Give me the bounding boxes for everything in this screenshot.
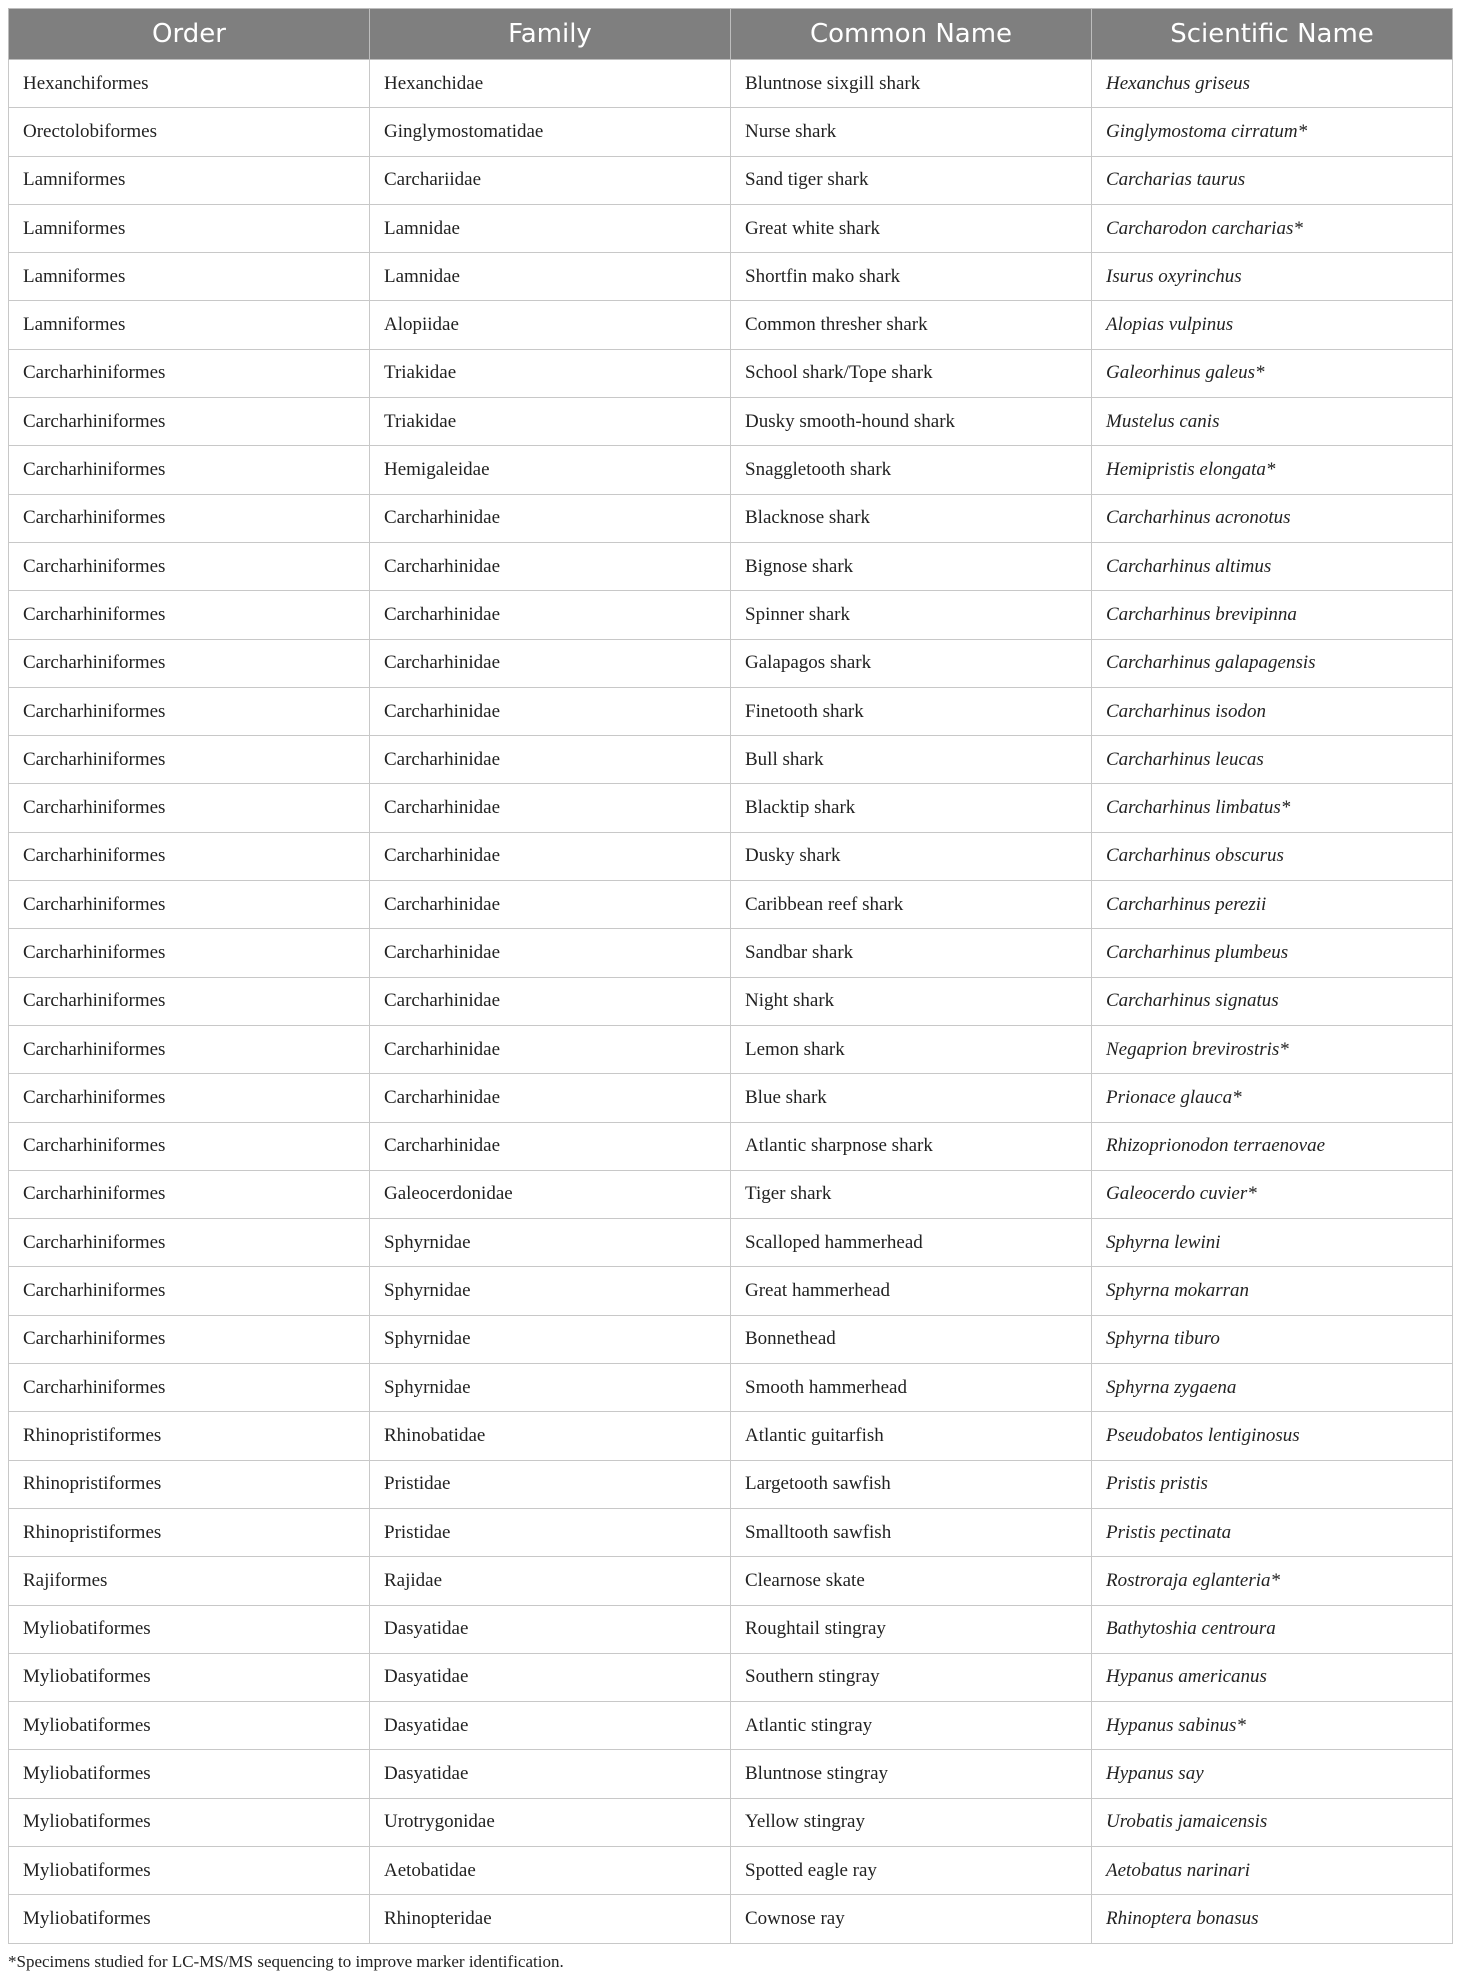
family-cell: Carcharhinidae [370,1122,731,1170]
scientific-name-cell: Rhinoptera bonasus [1092,1895,1453,1943]
order-cell: Rhinopristiformes [9,1412,370,1460]
common-name-cell: Spinner shark [731,591,1092,639]
common-name-cell: Smalltooth sawfish [731,1508,1092,1556]
scientific-name-cell: Hemipristis elongata* [1092,446,1453,494]
common-name-cell: Yellow stingray [731,1798,1092,1846]
family-cell: Carcharhinidae [370,977,731,1025]
scientific-name-cell: Rostroraja eglanteria* [1092,1557,1453,1605]
common-name-cell: Bull shark [731,736,1092,784]
order-cell: Carcharhiniformes [9,1219,370,1267]
table-row [9,156,1453,204]
header-scientific-name: Scientific Name [1092,9,1453,60]
family-cell: Carcharhinidae [370,881,731,929]
family-cell: Ginglymostomatidae [370,108,731,156]
family-cell: Rhinopteridae [370,1895,731,1943]
order-cell: Myliobatiformes [9,1895,370,1943]
common-name-cell: Galapagos shark [731,639,1092,687]
common-name-cell: Dusky smooth-hound shark [731,398,1092,446]
family-cell: Urotrygonidae [370,1798,731,1846]
table-row [9,687,1453,735]
common-name-cell: Great hammerhead [731,1267,1092,1315]
order-cell: Carcharhiniformes [9,736,370,784]
scientific-name-cell: Ginglymostoma cirratum* [1092,108,1453,156]
order-cell: Carcharhiniformes [9,1025,370,1073]
family-cell: Alopiidae [370,301,731,349]
common-name-cell: Sand tiger shark [731,156,1092,204]
scientific-name-cell: Carcharodon carcharias* [1092,204,1453,252]
common-name-cell: Cownose ray [731,1895,1092,1943]
common-name-cell: Bignose shark [731,542,1092,590]
common-name-cell: Atlantic stingray [731,1702,1092,1750]
table-row [9,1315,1453,1363]
common-name-cell: Bluntnose sixgill shark [731,60,1092,108]
order-cell: Carcharhiniformes [9,639,370,687]
common-name-cell: Blacktip shark [731,784,1092,832]
table-row [9,784,1453,832]
scientific-name-cell: Hypanus sabinus* [1092,1702,1453,1750]
family-cell: Rhinobatidae [370,1412,731,1460]
scientific-name-cell: Carcharias taurus [1092,156,1453,204]
header-order: Order [9,9,370,60]
table-row [9,1025,1453,1073]
family-cell: Carcharhinidae [370,494,731,542]
order-cell: Myliobatiformes [9,1653,370,1701]
common-name-cell: Nurse shark [731,108,1092,156]
family-cell: Sphyrnidae [370,1364,731,1412]
table-row [9,446,1453,494]
order-cell: Carcharhiniformes [9,398,370,446]
common-name-cell: Spotted eagle ray [731,1846,1092,1894]
common-name-cell: Night shark [731,977,1092,1025]
scientific-name-cell: Prionace glauca* [1092,1074,1453,1122]
family-cell: Pristidae [370,1508,731,1556]
common-name-cell: Bonnethead [731,1315,1092,1363]
order-cell: Rajiformes [9,1557,370,1605]
family-cell: Triakidae [370,349,731,397]
table-row [9,1412,1453,1460]
family-cell: Carcharhinidae [370,639,731,687]
scientific-name-cell: Isurus oxyrinchus [1092,253,1453,301]
family-cell: Hexanchidae [370,60,731,108]
order-cell: Carcharhiniformes [9,784,370,832]
table-row [9,1605,1453,1653]
table-row [9,736,1453,784]
table-row [9,1460,1453,1508]
common-name-cell: Finetooth shark [731,687,1092,735]
order-cell: Lamniformes [9,156,370,204]
scientific-name-cell: Carcharhinus perezii [1092,881,1453,929]
scientific-name-cell: Carcharhinus isodon [1092,687,1453,735]
table-row [9,1364,1453,1412]
table-row [9,1219,1453,1267]
table-footnote: *Specimens studied for LC-MS/MS sequencing to improve marker identification. [8,1952,564,1971]
scientific-name-cell: Pseudobatos lentiginosus [1092,1412,1453,1460]
scientific-name-cell: Galeocerdo cuvier* [1092,1170,1453,1218]
family-cell: Lamnidae [370,253,731,301]
common-name-cell: Largetooth sawfish [731,1460,1092,1508]
order-cell: Rhinopristiformes [9,1460,370,1508]
common-name-cell: Tiger shark [731,1170,1092,1218]
scientific-name-cell: Carcharhinus altimus [1092,542,1453,590]
common-name-cell: Clearnose skate [731,1557,1092,1605]
family-cell: Carcharhinidae [370,542,731,590]
common-name-cell: Blue shark [731,1074,1092,1122]
family-cell: Carchariidae [370,156,731,204]
common-name-cell: Great white shark [731,204,1092,252]
scientific-name-cell: Hypanus americanus [1092,1653,1453,1701]
family-cell: Galeocerdonidae [370,1170,731,1218]
table-header [9,9,1453,60]
scientific-name-cell: Bathytoshia centroura [1092,1605,1453,1653]
order-cell: Carcharhiniformes [9,977,370,1025]
common-name-cell: School shark/Tope shark [731,349,1092,397]
order-cell: Carcharhiniformes [9,542,370,590]
common-name-cell: Smooth hammerhead [731,1364,1092,1412]
order-cell: Lamniformes [9,253,370,301]
table-row [9,832,1453,880]
family-cell: Carcharhinidae [370,687,731,735]
order-cell: Lamniformes [9,204,370,252]
family-cell: Carcharhinidae [370,736,731,784]
common-name-cell: Dusky shark [731,832,1092,880]
scientific-name-cell: Urobatis jamaicensis [1092,1798,1453,1846]
table-row [9,639,1453,687]
order-cell: Lamniformes [9,301,370,349]
family-cell: Carcharhinidae [370,929,731,977]
order-cell: Myliobatiformes [9,1846,370,1894]
table-row [9,881,1453,929]
scientific-name-cell: Carcharhinus brevipinna [1092,591,1453,639]
scientific-name-cell: Rhizoprionodon terraenovae [1092,1122,1453,1170]
table-row [9,1653,1453,1701]
family-cell: Carcharhinidae [370,1025,731,1073]
table-row [9,204,1453,252]
common-name-cell: Snaggletooth shark [731,446,1092,494]
family-cell: Carcharhinidae [370,591,731,639]
scientific-name-cell: Hypanus say [1092,1750,1453,1798]
common-name-cell: Atlantic guitarfish [731,1412,1092,1460]
scientific-name-cell: Carcharhinus leucas [1092,736,1453,784]
table-row [9,542,1453,590]
order-cell: Carcharhiniformes [9,832,370,880]
family-cell: Rajidae [370,1557,731,1605]
table-row [9,108,1453,156]
header-family: Family [370,9,731,60]
scientific-name-cell: Sphyrna mokarran [1092,1267,1453,1315]
table-body [9,60,1453,1944]
common-name-cell: Scalloped hammerhead [731,1219,1092,1267]
order-cell: Myliobatiformes [9,1605,370,1653]
family-cell: Lamnidae [370,204,731,252]
common-name-cell: Atlantic sharpnose shark [731,1122,1092,1170]
scientific-name-cell: Sphyrna tiburo [1092,1315,1453,1363]
scientific-name-cell: Carcharhinus limbatus* [1092,784,1453,832]
table-row [9,349,1453,397]
header-common-name: Common Name [731,9,1092,60]
table-row [9,253,1453,301]
family-cell: Sphyrnidae [370,1315,731,1363]
common-name-cell: Southern stingray [731,1653,1092,1701]
table-row [9,929,1453,977]
family-cell: Hemigaleidae [370,446,731,494]
table-row [9,494,1453,542]
scientific-name-cell: Carcharhinus acronotus [1092,494,1453,542]
order-cell: Myliobatiformes [9,1750,370,1798]
order-cell: Carcharhiniformes [9,591,370,639]
order-cell: Carcharhiniformes [9,929,370,977]
table-row [9,1170,1453,1218]
order-cell: Carcharhiniformes [9,349,370,397]
order-cell: Carcharhiniformes [9,687,370,735]
common-name-cell: Lemon shark [731,1025,1092,1073]
table-row [9,1074,1453,1122]
order-cell: Rhinopristiformes [9,1508,370,1556]
common-name-cell: Caribbean reef shark [731,881,1092,929]
table-row [9,1267,1453,1315]
scientific-name-cell: Carcharhinus signatus [1092,977,1453,1025]
family-cell: Dasyatidae [370,1702,731,1750]
scientific-name-cell: Sphyrna zygaena [1092,1364,1453,1412]
order-cell: Carcharhiniformes [9,1122,370,1170]
table-row [9,1702,1453,1750]
table-row [9,301,1453,349]
table-row [9,1798,1453,1846]
table-row [9,60,1453,108]
table-row [9,1750,1453,1798]
family-cell: Dasyatidae [370,1750,731,1798]
order-cell: Carcharhiniformes [9,1170,370,1218]
table-row [9,977,1453,1025]
family-cell: Sphyrnidae [370,1219,731,1267]
table-row [9,1846,1453,1894]
table-row [9,1122,1453,1170]
family-cell: Aetobatidae [370,1846,731,1894]
species-table-container [8,8,1452,1944]
order-cell: Carcharhiniformes [9,881,370,929]
table-row [9,398,1453,446]
scientific-name-cell: Aetobatus narinari [1092,1846,1453,1894]
scientific-name-cell: Galeorhinus galeus* [1092,349,1453,397]
order-cell: Myliobatiformes [9,1702,370,1750]
scientific-name-cell: Pristis pectinata [1092,1508,1453,1556]
family-cell: Sphyrnidae [370,1267,731,1315]
family-cell: Triakidae [370,398,731,446]
scientific-name-cell: Carcharhinus plumbeus [1092,929,1453,977]
family-cell: Carcharhinidae [370,784,731,832]
family-cell: Dasyatidae [370,1653,731,1701]
order-cell: Carcharhiniformes [9,446,370,494]
scientific-name-cell: Negaprion brevirostris* [1092,1025,1453,1073]
table-row [9,1508,1453,1556]
scientific-name-cell: Alopias vulpinus [1092,301,1453,349]
scientific-name-cell: Pristis pristis [1092,1460,1453,1508]
order-cell: Myliobatiformes [9,1798,370,1846]
order-cell: Carcharhiniformes [9,1074,370,1122]
order-cell: Carcharhiniformes [9,1364,370,1412]
scientific-name-cell: Sphyrna lewini [1092,1219,1453,1267]
family-cell: Carcharhinidae [370,832,731,880]
common-name-cell: Shortfin mako shark [731,253,1092,301]
table-row [9,591,1453,639]
scientific-name-cell: Carcharhinus obscurus [1092,832,1453,880]
common-name-cell: Roughtail stingray [731,1605,1092,1653]
order-cell: Orectolobiformes [9,108,370,156]
table-row [9,1895,1453,1943]
scientific-name-cell: Mustelus canis [1092,398,1453,446]
common-name-cell: Common thresher shark [731,301,1092,349]
species-table [8,8,1453,1944]
order-cell: Carcharhiniformes [9,494,370,542]
order-cell: Carcharhiniformes [9,1267,370,1315]
family-cell: Carcharhinidae [370,1074,731,1122]
common-name-cell: Bluntnose stingray [731,1750,1092,1798]
order-cell: Hexanchiformes [9,60,370,108]
table-row [9,1557,1453,1605]
family-cell: Pristidae [370,1460,731,1508]
scientific-name-cell: Hexanchus griseus [1092,60,1453,108]
common-name-cell: Sandbar shark [731,929,1092,977]
order-cell: Carcharhiniformes [9,1315,370,1363]
common-name-cell: Blacknose shark [731,494,1092,542]
family-cell: Dasyatidae [370,1605,731,1653]
scientific-name-cell: Carcharhinus galapagensis [1092,639,1453,687]
header-row [9,9,1453,60]
